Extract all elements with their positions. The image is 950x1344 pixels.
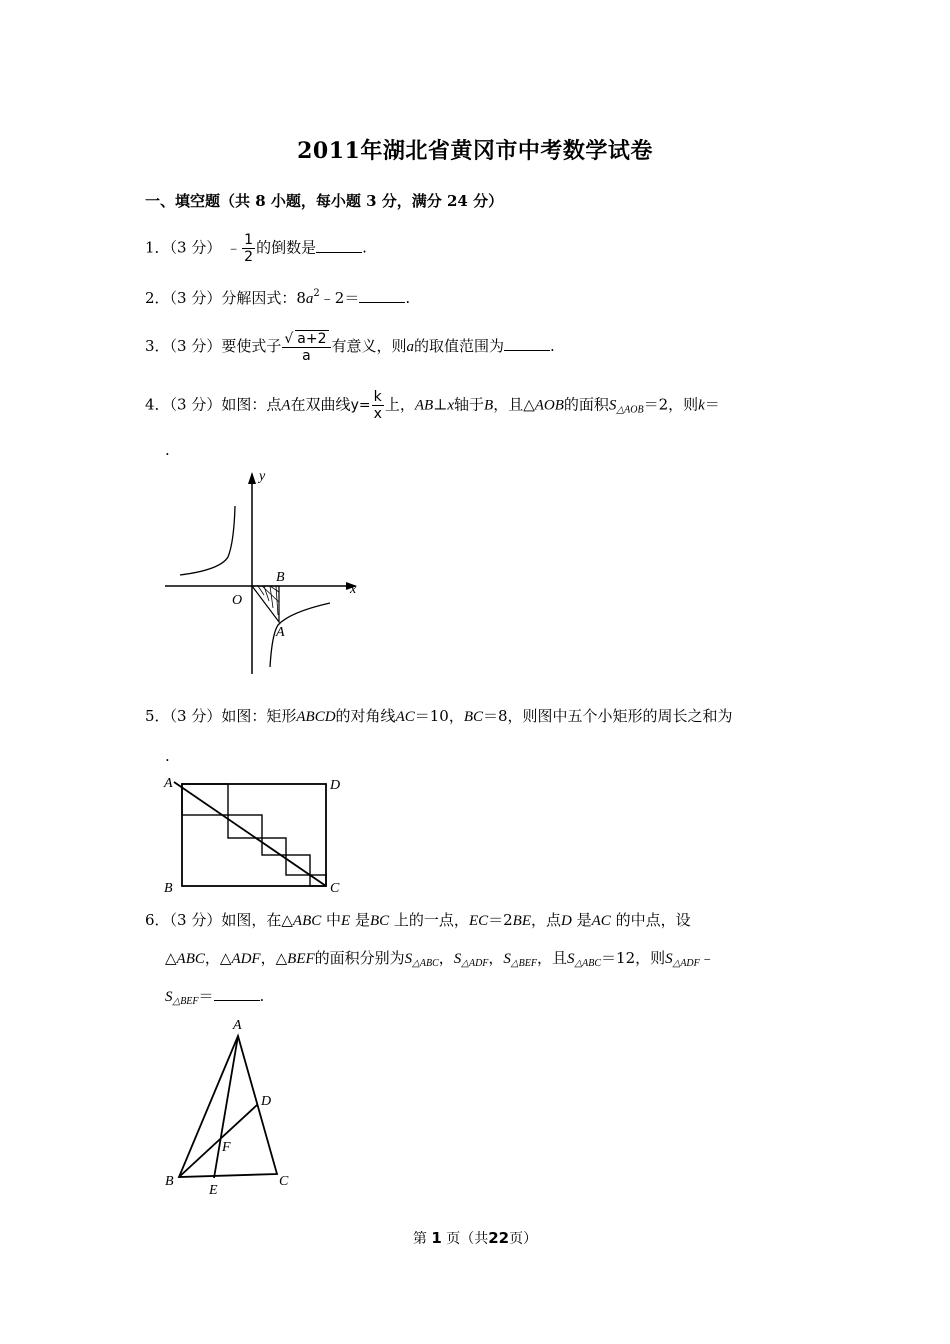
q6-t2: 是	[350, 911, 370, 929]
segment-ae	[214, 1036, 238, 1178]
q6-ec: EC	[468, 913, 489, 929]
q3-pre: 要使式子	[221, 337, 282, 355]
q4-t4: ，且△	[493, 395, 535, 414]
label-y: y	[259, 469, 266, 484]
figure-rectangle	[160, 770, 355, 898]
q6-l2abc: ABC	[176, 951, 205, 967]
q6-pre: 如图，在△	[221, 911, 293, 929]
q4-k: k	[698, 397, 705, 414]
q6-s5-sub: △ADF	[672, 958, 700, 969]
label-a: A	[164, 776, 173, 791]
question-5	[145, 706, 733, 727]
q1-neg: ﹣	[226, 238, 242, 257]
q6-be: BE	[512, 913, 531, 929]
q4-t5: 的面积	[563, 395, 609, 414]
q5-bc: BC	[463, 709, 483, 725]
q6-s5: S	[665, 951, 673, 967]
label-b: B	[165, 1174, 174, 1189]
q5-line2: .	[165, 747, 170, 765]
q6-l2f: ＝12，则	[601, 949, 666, 967]
q4-pre: 如图：点	[221, 395, 282, 414]
q5-ac: AC	[395, 709, 415, 725]
q6-s4-sub: △ABC	[574, 958, 602, 969]
q6-l3a: ＝	[198, 987, 214, 1005]
q5-t3: ＝8，则图中五个小矩形的周长之和为	[483, 707, 733, 725]
q5-pre: 如图：矩形	[221, 707, 297, 725]
q6-t5: ，点	[530, 911, 561, 929]
label-e: E	[209, 1183, 218, 1197]
q6-s3: S	[503, 951, 511, 967]
q4-fraction	[372, 389, 384, 422]
y-axis-arrow	[248, 472, 256, 484]
q3-var: a	[406, 339, 415, 355]
q1-text: 的倒数是	[256, 238, 317, 257]
question-6-line2	[165, 948, 715, 974]
q4-t3: 轴于	[454, 395, 485, 414]
q2-end: .	[405, 289, 411, 307]
q6-l2bef: BEF	[287, 951, 315, 967]
q5-t1: 的对角线	[335, 707, 396, 725]
q6-sep2: ，	[488, 949, 504, 967]
figure-triangle	[160, 1012, 300, 1197]
q4-aob: AOB	[534, 397, 564, 414]
triangle-hatching	[258, 586, 279, 615]
q6-end: .	[259, 987, 265, 1005]
q6-bc: BC	[369, 913, 390, 929]
q3-mid: 有意义，则	[331, 337, 407, 355]
label-d: D	[261, 1094, 272, 1109]
q3-number: 3．	[145, 337, 170, 355]
q4-ab: AB	[414, 397, 434, 414]
label-o: O	[232, 593, 243, 608]
q5-score: （3 分）	[169, 707, 222, 725]
q4-perp: ⊥	[433, 395, 448, 414]
q6-blank	[214, 986, 260, 1001]
q4-frac-num: k	[373, 389, 382, 405]
q6-ac: AC	[591, 913, 611, 929]
section-heading: 一、填空题（共 8 小题，每小题 3 分，满分 24 分）	[145, 192, 504, 210]
label-a: A	[233, 1018, 242, 1033]
q6-sep1: ，	[438, 949, 454, 967]
q5-number: 5．	[145, 707, 170, 725]
label-b: B	[276, 570, 285, 585]
q6-l2d: 的面积分别为	[314, 949, 405, 967]
q4-point-b: B	[484, 397, 494, 414]
footer-post: 页）	[509, 1231, 538, 1247]
q4-t6: ＝2，则	[643, 395, 699, 414]
question-6-line3	[165, 986, 264, 1012]
label-c: C	[279, 1174, 289, 1189]
page-footer	[0, 1228, 950, 1248]
figure-hyperbola	[160, 462, 365, 680]
q2-text: 分解因式：8	[221, 289, 306, 307]
q6-l2e: ，且	[536, 949, 567, 967]
q6-d: D	[561, 913, 572, 929]
q6-score: （3 分）	[169, 911, 222, 929]
q1-number: 1．	[145, 238, 170, 257]
q4-x: x	[447, 397, 454, 414]
question-1	[145, 232, 367, 265]
question-4	[145, 389, 720, 422]
q3-frac-num: √ a+2	[282, 330, 330, 348]
q4-number: 4．	[145, 395, 170, 414]
q6-s3-sub: △BEF	[510, 958, 537, 969]
q6-l2adf: ADF	[231, 951, 261, 967]
q4-frac-den: x	[373, 406, 382, 422]
q2-blank	[359, 288, 405, 303]
q6-s2: S	[453, 951, 462, 967]
q1-end: .	[362, 238, 367, 257]
q6-s6: S	[165, 989, 173, 1005]
label-d: D	[330, 778, 341, 793]
label-b: B	[164, 881, 173, 896]
q6-s1: S	[404, 951, 413, 967]
q1-blank	[316, 238, 362, 253]
q3-fraction	[282, 330, 330, 364]
footer-pre: 第	[412, 1231, 427, 1247]
question-3	[145, 330, 555, 364]
q6-l2b: ，△	[204, 949, 232, 967]
q6-s1-sub: △ABC	[412, 958, 439, 969]
label-c: C	[330, 881, 340, 896]
q6-number: 6．	[145, 911, 170, 929]
footer-page-number: 1	[431, 1229, 442, 1247]
q4-s: S	[608, 397, 617, 414]
q6-l2a: △	[165, 949, 177, 967]
question-2	[145, 284, 410, 309]
q6-t6: 是	[571, 911, 592, 929]
label-a: A	[276, 625, 285, 640]
footer-mid: 页（共	[446, 1231, 489, 1247]
hyperbola-branch-upper	[180, 506, 235, 575]
q6-t7: 的中点，设	[610, 911, 691, 929]
q3-frac-den: a	[302, 348, 311, 364]
q4-t7: ＝	[704, 395, 720, 414]
q4-t1: 在双曲线	[290, 395, 351, 414]
q6-s4: S	[566, 951, 575, 967]
q4-s-sub: △AOB	[616, 404, 644, 416]
q6-l2g: ﹣	[699, 949, 715, 967]
q6-e: E	[341, 913, 351, 929]
q2-score: （3 分）	[169, 289, 222, 307]
label-x: x	[350, 582, 357, 597]
label-f: F	[222, 1140, 231, 1155]
q3-blank	[504, 336, 550, 351]
q2-number: 2．	[145, 289, 170, 307]
q6-l2c: ，△	[260, 949, 288, 967]
q5-t2: ＝10，	[414, 707, 464, 725]
q1-frac-num: 1	[244, 232, 254, 248]
segment-bd	[179, 1105, 257, 1177]
q6-t1: 中	[321, 911, 342, 929]
q1-frac-den: 2	[244, 249, 254, 265]
q4-score: （3 分）	[169, 395, 222, 414]
q4-t2: 上，	[384, 395, 415, 414]
q1-score: （3 分）	[169, 238, 222, 257]
q2-var: a	[305, 291, 314, 307]
q6-s6-sub: △BEF	[172, 996, 199, 1007]
footer-total-pages: 22	[488, 1229, 510, 1247]
q5-abcd: ABCD	[296, 709, 336, 725]
q6-t3: 上的一点，	[389, 911, 469, 929]
q2-exp: 2	[313, 288, 320, 299]
diagonal-ac	[174, 782, 326, 886]
q3-end: .	[550, 337, 555, 355]
q4-func-eq: y=	[350, 397, 371, 414]
q3-score: （3 分）	[169, 337, 222, 355]
q1-fraction	[242, 232, 255, 265]
question-6	[145, 910, 691, 931]
page-title: 2011年湖北省黄冈市中考数学试卷	[297, 138, 653, 164]
q3-post: 的取值范围为	[414, 337, 505, 355]
q6-s2-sub: △ADF	[461, 958, 489, 969]
q2-rest: ﹣2＝	[319, 289, 360, 307]
q3-radicand: a+2	[297, 331, 327, 347]
q4-point-a: A	[281, 397, 291, 414]
q4-line2: .	[165, 441, 170, 459]
q6-abc: ABC	[292, 913, 322, 929]
q6-t4: ＝2	[488, 911, 513, 929]
